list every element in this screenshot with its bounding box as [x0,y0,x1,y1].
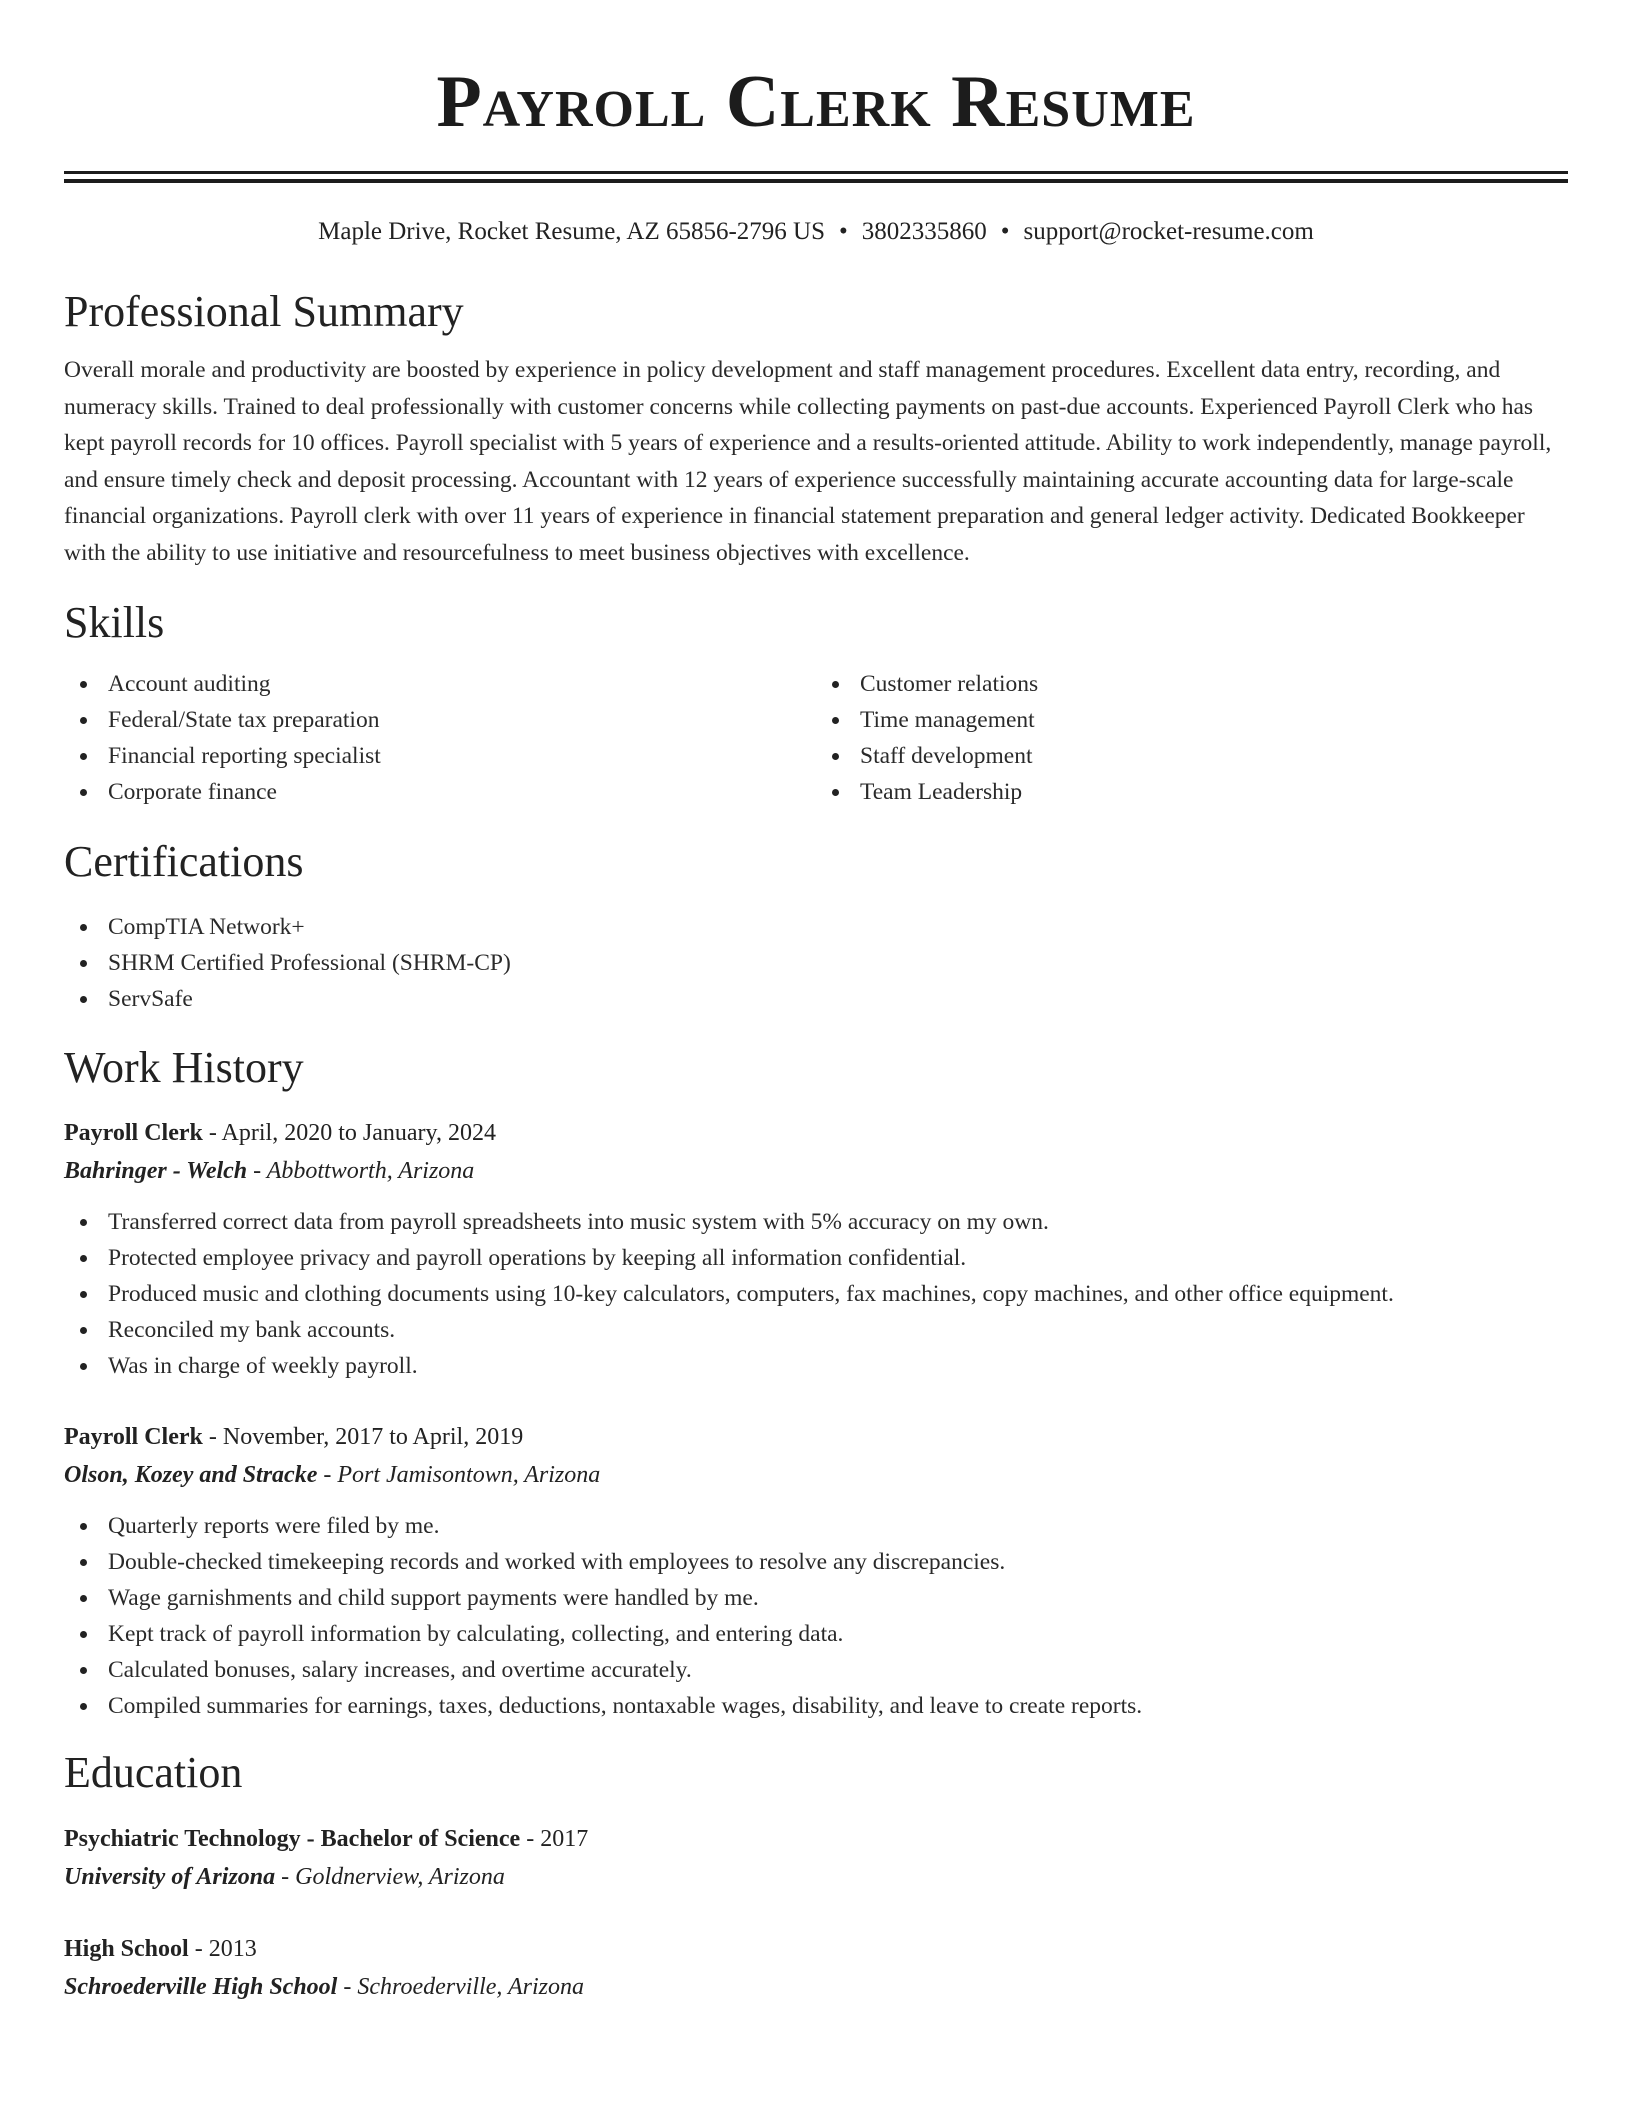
bullet-icon [80,717,87,724]
skill-item: Financial reporting specialist [64,738,816,774]
job-duties-list [64,1204,1568,1384]
bullet-icon [80,1219,87,1226]
contact-separator: • [1000,218,1010,245]
contact-email[interactable]: support@rocket-resume.com [1023,218,1314,245]
skill-item: Time management [816,702,1568,738]
job-company: Olson, Kozey and Stracke [64,1461,318,1488]
education-school: University of Arizona [64,1863,276,1890]
education-heading: Education [64,1747,243,1797]
job-duty: Was in charge of weekly payroll. [64,1348,1568,1384]
job-title: Payroll Clerk [64,1119,203,1146]
bullet-icon [832,789,839,796]
education-degree-line: Psychiatric Technology - Bachelor of Science - 2017 [64,1825,589,1852]
bullet-icon [80,1327,87,1334]
education-location: Schroederville, Arizona [357,1973,584,2000]
bullet-icon [832,753,839,760]
certifications-list [64,909,1568,1017]
certification-item: SHRM Certified Professional (SHRM-CP) [64,945,1568,981]
contact-line [64,217,1568,247]
skills-list-right [816,666,1568,810]
job-entry [64,1418,1568,1724]
education-degree: High School [64,1935,189,1962]
work-history-heading: Work History [64,1042,304,1092]
job-company-line: Bahringer - Welch - Abbottworth, Arizona [64,1157,475,1184]
skills-list-left [64,666,816,810]
certification-item: ServSafe [64,981,1568,1017]
contact-separator: • [839,218,848,245]
job-duty: Kept track of payroll information by calculating, collecting, and entering data. [64,1616,1568,1652]
job-location: Abbottworth, Arizona [266,1157,475,1184]
job-company-line: Olson, Kozey and Stracke - Port Jamisontown, Arizona [64,1461,601,1488]
job-title: Payroll Clerk [64,1423,203,1450]
bullet-icon [80,1523,87,1530]
bullet-icon [832,681,839,688]
education-year: 2017 [540,1825,589,1852]
bullet-icon [80,1363,87,1370]
certification-item: CompTIA Network+ [64,909,1568,945]
education-location: Goldnerview, Arizona [295,1863,505,1890]
bullet-icon [80,753,87,760]
job-entry [64,1114,1568,1384]
bullet-icon [80,996,87,1003]
job-location: Port Jamisontown, Arizona [337,1461,601,1488]
contact-address: Maple Drive, Rocket Resume, AZ 65856-2796 US [318,218,826,245]
bullet-icon [80,924,87,931]
bullet-icon [80,789,87,796]
bullet-icon [80,681,87,688]
job-duty: Double-checked timekeeping records and worked with employees to resolve any discrepancies. [64,1544,1568,1580]
education-degree: Psychiatric Technology - Bachelor of Science [64,1825,521,1852]
job-duty: Protected employee privacy and payroll operations by keeping all information confidential. [64,1240,1568,1276]
job-duty: Reconciled my bank accounts. [64,1312,1568,1348]
job-dates: April, 2020 to January, 2024 [221,1119,496,1146]
job-title-line: Payroll Clerk - November, 2017 to April, 2019 [64,1423,524,1450]
job-dates: November, 2017 to April, 2019 [222,1423,524,1450]
education-entry [64,1930,1568,2006]
skill-item: Staff development [816,738,1568,774]
skill-item: Federal/State tax preparation [64,702,816,738]
job-duty: Compiled summaries for earnings, taxes, deductions, nontaxable wages, disability, and leave to create reports. [64,1688,1568,1724]
skill-item: Account auditing [64,666,816,702]
job-company: Bahringer - Welch [64,1157,248,1184]
certifications-heading: Certifications [64,836,304,886]
summary-text: Overall morale and productivity are boosted by experience in policy development and staff management procedures. Excellent data entry, recording, and numeracy skills. Trained to deal professionally with customer concerns while collecting payments on past-due accounts. Experienced Payroll Clerk who has kept payroll records for 10 offices. Payroll specialist with 5 years of experience and a results-oriented attitude. Ability to work independently, manage payroll, and ensure timely check and deposit processing. Accountant with 12 years of experience successfully maintaining accurate accounting data for large-scale financial organizations. Payroll clerk with over 11 years of experience in financial statement preparation and general ledger activity. Dedicated Bookkeeper with the ability to use initiative and resourcefulness to meet business objectives with excellence. [64,357,1552,566]
job-duty: Wage garnishments and child support payments were handled by me. [64,1580,1568,1616]
job-duty: Transferred correct data from payroll spreadsheets into music system with 5% accuracy on my own. [64,1204,1568,1240]
bullet-icon [80,1559,87,1566]
skill-item: Customer relations [816,666,1568,702]
bullet-icon [80,1667,87,1674]
bullet-icon [832,717,839,724]
education-school: Schroederville High School [64,1973,338,2000]
skill-item: Corporate finance [64,774,816,810]
bullet-icon [80,1291,87,1298]
education-year: 2013 [208,1935,257,1962]
bullet-icon [80,1595,87,1602]
job-duty: Quarterly reports were filed by me. [64,1508,1568,1544]
resume-title: Payroll Clerk Resume [436,61,1196,143]
skills-heading: Skills [64,597,165,647]
bullet-icon [80,1631,87,1638]
bullet-icon [80,1703,87,1710]
education-school-line: Schroederville High School - Schroederville, Arizona [64,1973,584,2000]
skills-columns [64,666,1568,810]
education-degree-line: High School - 2013 [64,1935,257,1962]
contact-phone[interactable]: 3802335860 [861,218,987,245]
skill-item: Team Leadership [816,774,1568,810]
bullet-icon [80,1255,87,1262]
job-duty: Calculated bonuses, salary increases, and overtime accurately. [64,1652,1568,1688]
summary-heading: Professional Summary [64,287,464,336]
title-divider [64,171,1568,183]
bullet-icon [80,960,87,967]
job-duties-list [64,1508,1568,1724]
job-title-line: Payroll Clerk - April, 2020 to January, 2024 [64,1119,496,1146]
education-school-line: University of Arizona - Goldnerview, Arizona [64,1863,505,1890]
education-entry [64,1820,1568,1896]
job-duty: Produced music and clothing documents using 10-key calculators, computers, fax machines, copy machines, and other office equipment. [64,1276,1568,1312]
